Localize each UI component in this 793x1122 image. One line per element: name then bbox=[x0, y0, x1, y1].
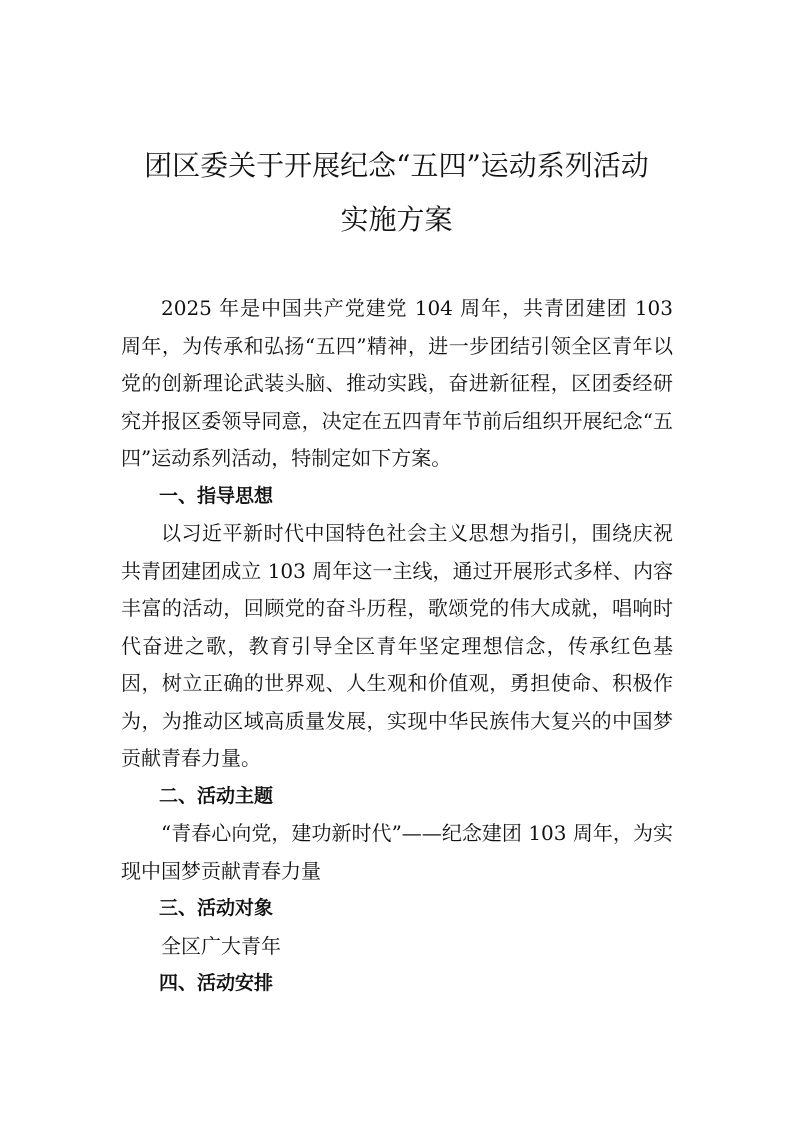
section-text-guiding-ideology: 以习近平新时代中国特色社会主义思想为指引，围绕庆祝共青团建团成立 103 周年这一主线，通过开展形式多样、内容丰富的活动，回顾党的奋斗历程，歌颂党的伟大成就，唱响时代奋进之歌，教育引导全区青年坚定理想信念，传承红色基因，树立正确的世界观、人生观和价值观，勇担使命、积极作为，为推动区域高质量发展，实现中华民族伟大复兴的中国梦贡献青春力量。 bbox=[121, 521, 673, 770]
document-body bbox=[121, 290, 673, 1003]
section-heading-arrangements: 四、活动安排 bbox=[159, 972, 274, 994]
section-heading-participants: 三、活动对象 bbox=[159, 897, 274, 919]
intro-paragraph: 2025 年是中国共产党建党 104 周年，共青团建团 103 周年，为传承和弘扬“五四”精神，进一步团结引领全区青年以党的创新理论武装头脑、推动实践，奋进新征程，区团委经研究并报区委领导同意，决定在五四青年节前后组织开展纪念“五四”运动系列活动，特制定如下方案。 bbox=[121, 296, 673, 470]
section-heading-guiding-ideology: 一、指导思想 bbox=[159, 484, 274, 507]
section-text-theme: “青春心向党，建功新时代”——纪念建团 103 周年，为实现中国梦贡献青春力量 bbox=[121, 821, 673, 883]
section-heading-theme: 二、活动主题 bbox=[159, 784, 274, 807]
section-text-participants: 全区广大青年 bbox=[161, 933, 281, 958]
document-title-line-1: 团区委关于开展纪念“五四”运动系列活动 bbox=[144, 149, 649, 182]
document-title-line-2: 实施方案 bbox=[340, 203, 453, 236]
